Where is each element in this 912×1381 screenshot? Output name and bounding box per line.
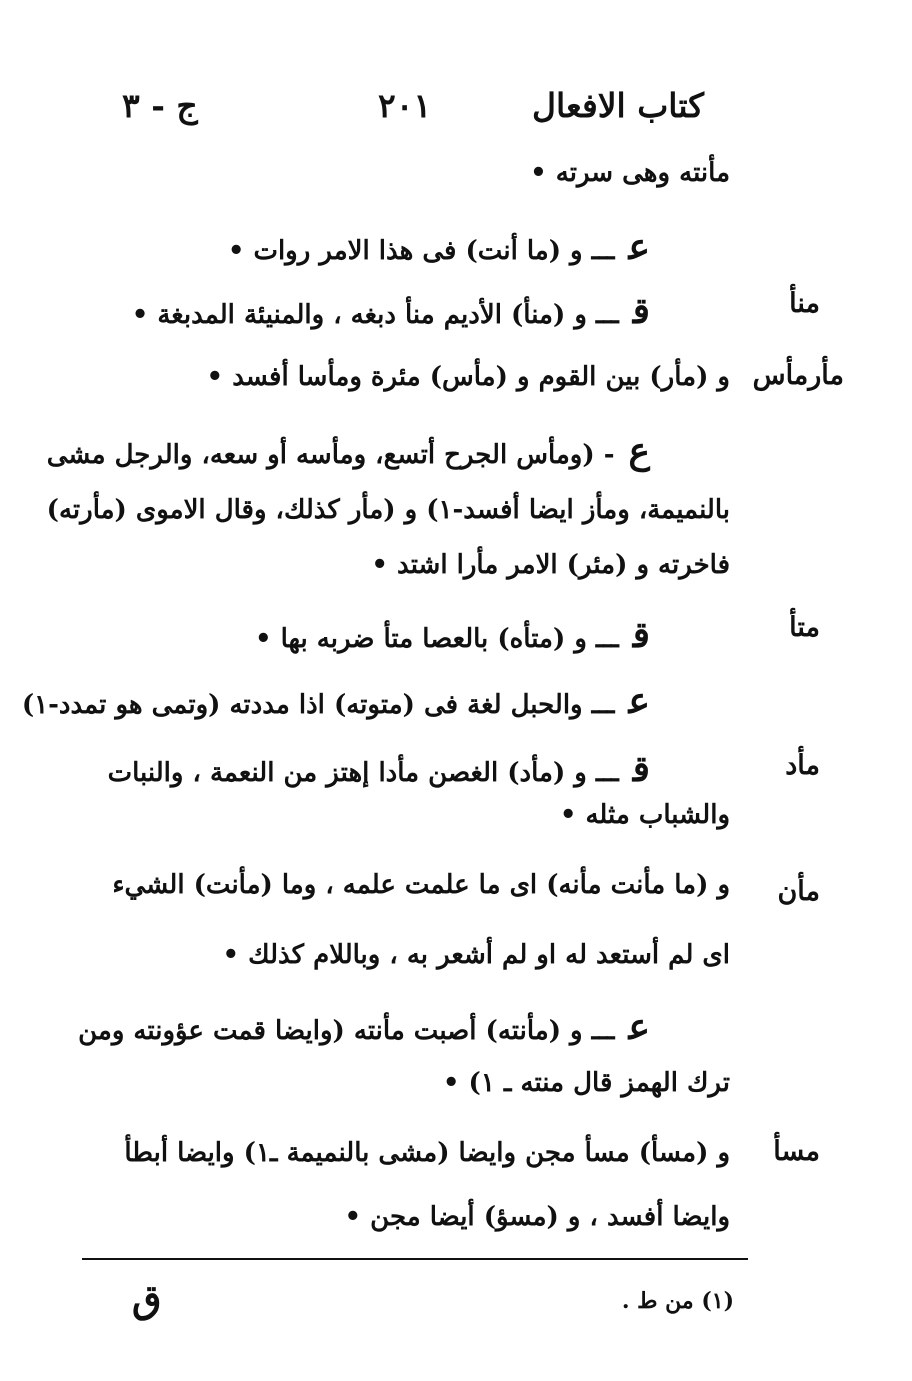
text-line-15: ترك الهمز قال منته ـ ١) • [442, 1068, 730, 1098]
text-line-11: والشباب مثله • [559, 800, 730, 830]
source-marker: ق [632, 748, 650, 790]
text-line-2: عـــ و (ما أنت) فى هذا الامر روات • [227, 226, 650, 268]
volume-label: ج - ٣ [122, 86, 198, 125]
text-line-1: مأنته وهى سرته • [530, 158, 730, 188]
text-line-9: عـــ والحبل لغة فى (متوته) اذا مددته (وتمى هو تمدد-١) [21, 680, 650, 722]
source-marker: ع [628, 680, 650, 722]
text-line-10: قـــ و (مأد) الغصن مأدا إهتز من النعمة ، والنبات [107, 748, 650, 790]
margin-root: مسأ [773, 1136, 820, 1167]
source-marker: ق [632, 614, 650, 656]
signature-mark: ق [132, 1276, 162, 1321]
margin-root: متأ [789, 612, 820, 643]
margin-root: منأ [789, 288, 820, 319]
text-line-4: و (مأر) بين القوم و (مأس) مئرة ومأسا أفسد • [206, 362, 730, 392]
source-marker: ع [628, 430, 650, 472]
text-line-3: قـــ و (منأ) الأديم منأ دبغه ، والمنيئة المدبغة • [131, 290, 650, 332]
text-line-7: فاخرته و (مئر) الامر مأرا اشتد • [371, 550, 730, 580]
text-line-6: بالنميمة، ومأز ايضا أفسد-١) و (مأر كذلك، وقال الاموى (مأرته) [46, 495, 730, 525]
text-line-12: و (ما مأنت مأنه) اى ما علمت علمه ، وما (مأنت) الشيء [112, 870, 730, 900]
text-line-17: وايضا أفسد ، و (مسؤ) أيضا مجن • [344, 1202, 730, 1232]
footnote-rule [82, 1258, 748, 1260]
text-line-5: ع- (ومأس الجرح أتسع، ومأسه أو سعه، والرجل مشى [46, 430, 650, 472]
text-line-13: اى لم أستعد له او لم أشعر به ، وباللام كذلك • [222, 940, 730, 970]
margin-root: مأرمأس [752, 360, 844, 391]
source-marker: ق [632, 290, 650, 332]
page-number: ٢٠١ [378, 86, 432, 125]
margin-root: مأد [785, 750, 820, 781]
source-marker: ع [628, 226, 650, 268]
book-title: كتاب الافعال [532, 86, 704, 125]
footnote-text: (١) من ط . [621, 1288, 734, 1314]
text-line-14: عـــ و (مأنته) أصبت مأنته (وايضا قمت عؤونته ومن [78, 1006, 650, 1048]
text-line-8: قـــ و (متأه) بالعصا متأ ضربه بها • [254, 614, 650, 656]
source-marker: ع [628, 1006, 650, 1048]
text-line-16: و (مسأ) مسأ مجن وايضا (مشى بالنميمة ـ١) وايضا أبطأ [124, 1138, 730, 1168]
margin-root: مأن [777, 876, 820, 907]
